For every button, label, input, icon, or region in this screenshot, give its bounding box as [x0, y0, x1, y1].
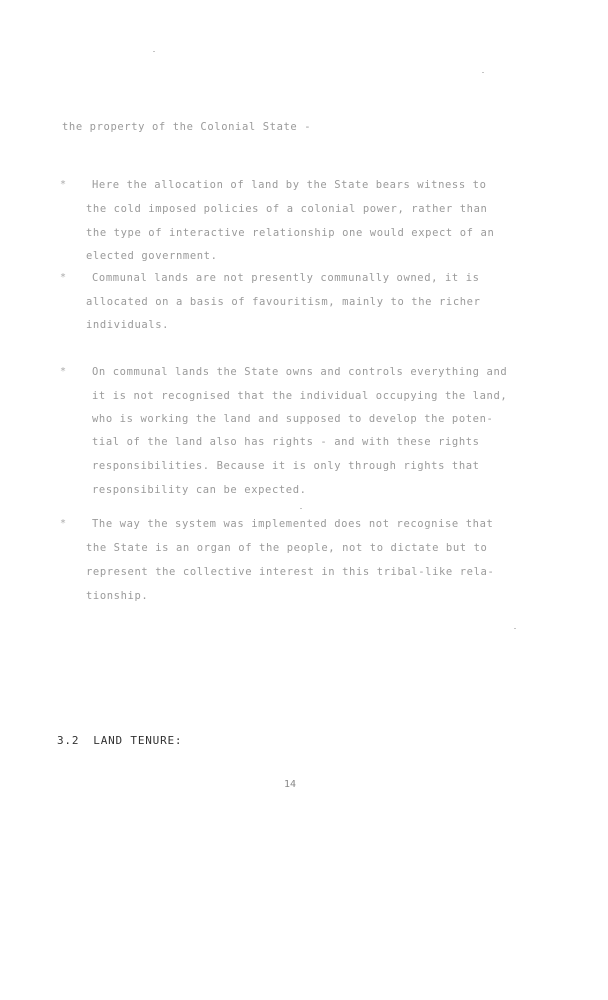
paragraph-line: it is not recognised that the individual occupying the land, [92, 390, 508, 402]
paragraph-line: responsibilities. Because it is only through rights that [92, 460, 480, 472]
paragraph-line: represent the collective interest in this tribal-like rela- [86, 566, 495, 578]
paragraph-line: who is working the land and supposed to develop the poten- [92, 413, 494, 425]
section-number: 3.2 [57, 734, 80, 747]
paragraph-line: Here the allocation of land by the State bears witness to [92, 179, 487, 191]
bullet-marker: * [60, 179, 67, 190]
paragraph-line: On communal lands the State owns and controls everything and [92, 366, 508, 378]
bullet-marker: * [60, 366, 67, 377]
paragraph-line: tionship. [86, 590, 149, 602]
intro-line: the property of the Colonial State - [62, 121, 312, 133]
paragraph-line: elected government. [86, 250, 218, 262]
paragraph-line: responsibility can be expected. [92, 484, 307, 496]
scan-speck [300, 508, 302, 509]
page-number: 14 [284, 779, 297, 790]
section-title: LAND TENURE: [93, 734, 183, 747]
paragraph-line: The way the system was implemented does not recognise that [92, 518, 494, 530]
scan-speck [153, 51, 155, 52]
paragraph-line: the cold imposed policies of a colonial power, rather than [86, 203, 488, 215]
bullet-marker: * [60, 518, 67, 529]
paragraph-line: allocated on a basis of favouritism, mainly to the richer [86, 296, 481, 308]
paragraph-line: Communal lands are not presently communally owned, it is [92, 272, 480, 284]
paragraph-line: the type of interactive relationship one would expect of an [86, 227, 495, 239]
paragraph-line: the State is an organ of the people, not to dictate but to [86, 542, 488, 554]
section-heading [57, 734, 182, 747]
scan-speck [482, 72, 484, 73]
scan-speck [514, 628, 516, 629]
paragraph-line: tial of the land also has rights - and with these rights [92, 436, 480, 448]
paragraph-line: individuals. [86, 319, 170, 331]
bullet-marker: * [60, 272, 67, 283]
